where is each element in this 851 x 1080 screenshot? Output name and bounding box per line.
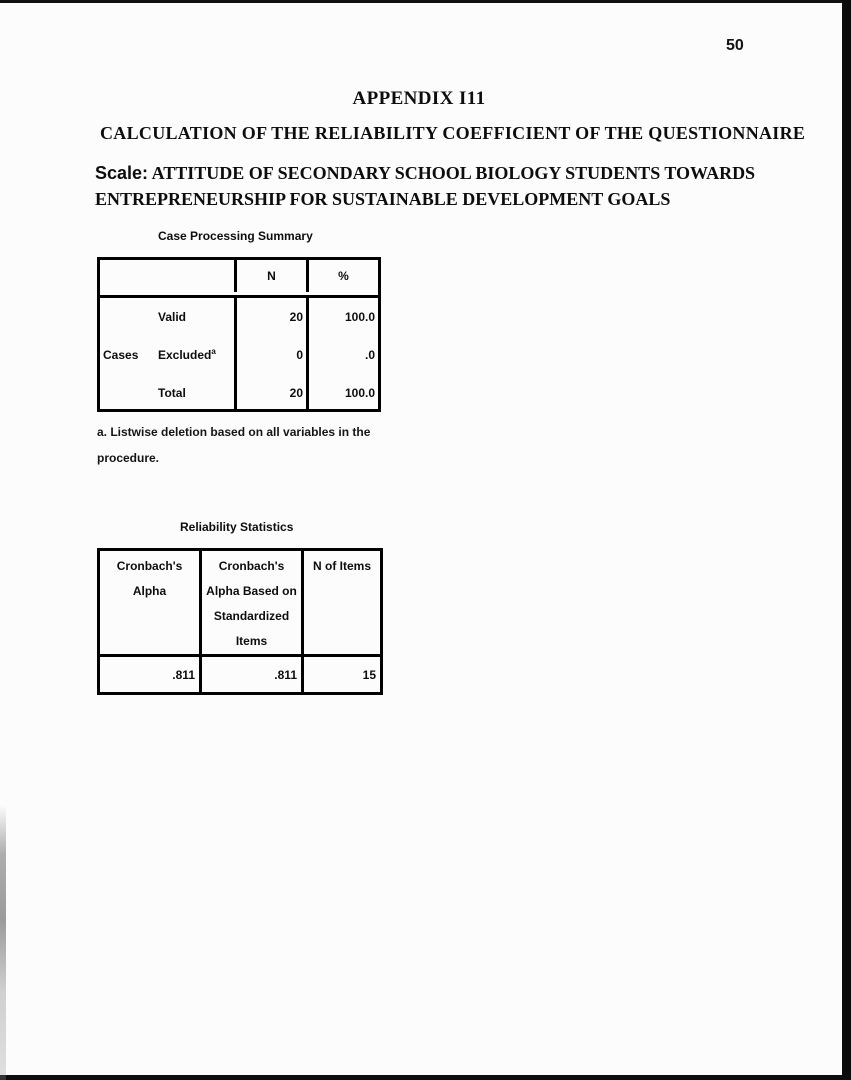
case-processing-title: Case Processing Summary: [158, 229, 313, 243]
scale-line-1: [95, 160, 756, 186]
appendix-heading: APPENDIX I11: [352, 88, 486, 109]
page-number: 50: [726, 37, 744, 54]
footnote-line-2: procedure.: [97, 451, 160, 465]
footnote-line-1: a. Listwise deletion based on all variables in the: [97, 425, 371, 439]
n-value: 20: [237, 298, 309, 336]
row-label: Total: [158, 386, 186, 400]
n-items-value: 15: [362, 667, 376, 682]
table-footnote: [97, 419, 370, 471]
row-label-text: Excluded: [158, 348, 212, 362]
col-header-n: N: [237, 260, 309, 292]
table-header-row: [100, 260, 378, 298]
scan-shadow-left: [0, 805, 6, 1080]
table-data-row: [100, 657, 380, 692]
row-label-cell: [100, 336, 237, 374]
col-header-alpha: Cronbach's Alpha: [100, 551, 202, 654]
table-row: [100, 336, 378, 374]
row-group-label: Cases: [103, 348, 139, 362]
reliability-title: Reliability Statistics: [180, 520, 294, 534]
n-value: 20: [237, 374, 309, 412]
row-label-cell: [100, 374, 237, 412]
col-header-alpha-standardized: Cronbach's Alpha Based on Standardized Items: [202, 551, 304, 654]
scale-line-2: ENTREPRENEURSHIP FOR SUSTAINABLE DEVELOPMENT GOALS: [95, 189, 671, 209]
scan-edge-right: [842, 0, 851, 1080]
scan-edge-top: [0, 0, 851, 3]
scan-edge-bottom: [0, 1075, 851, 1080]
pct-value: .0: [364, 348, 375, 362]
pct-value: 100.0: [344, 386, 375, 400]
alpha-value: .811: [100, 657, 202, 692]
pct-value: 100.0: [344, 310, 375, 324]
row-label: Valid: [158, 310, 187, 324]
table-row: [100, 298, 378, 336]
n-value: 0: [237, 336, 309, 374]
empty-header-cell: [100, 260, 237, 292]
table-header-row: [100, 551, 380, 657]
col-header-n-items: N of Items: [312, 559, 371, 573]
footnote-marker: a: [211, 347, 216, 356]
case-processing-table: [97, 257, 381, 412]
scale-paragraph: [95, 160, 756, 212]
reliability-table: [97, 548, 383, 695]
row-label-cell: [100, 298, 237, 336]
scale-text: ATTITUDE OF SECONDARY SCHOOL BIOLOGY STUDENTS TOWARDS: [151, 163, 756, 183]
row-label: [158, 348, 216, 362]
page-title: CALCULATION OF THE RELIABILITY COEFFICIENT OF THE QUESTIONNAIRE: [100, 123, 806, 143]
alpha-standardized-value: .811: [202, 657, 304, 692]
scale-label: Scale:: [95, 163, 149, 183]
table-row: [100, 374, 378, 412]
col-header-pct: %: [338, 269, 349, 283]
